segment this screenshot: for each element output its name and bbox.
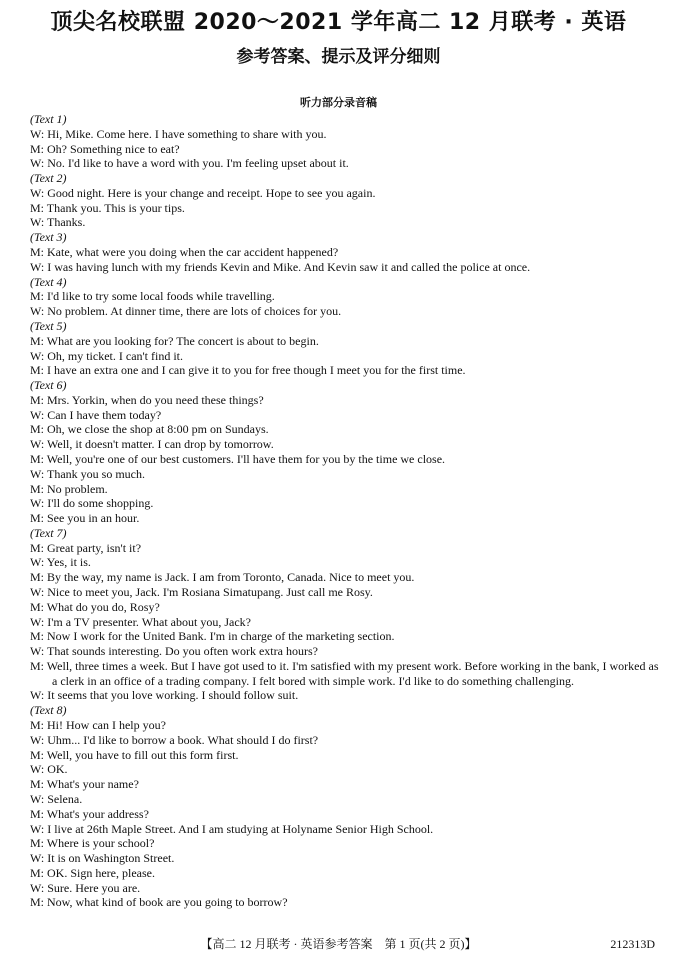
- dialogue-line: M: I have an extra one and I can give it to you for free though I meet you for the first time.: [30, 363, 466, 378]
- dialogue-line: W: I live at 26th Maple Street. And I am studying at Holyname Senior High School.: [30, 821, 434, 836]
- text-label: (Text 7): [30, 525, 67, 540]
- dialogue-line: M: Well, three times a week. But I have got used to it. I'm satisfied with my present work. Before working in the bank, I worked as a clerk in an office of a trading company. I felt bored with simple work. I'd like to do something challenging.: [30, 658, 659, 688]
- dialogue-line: M: Kate, what were you doing when the car accident happened?: [30, 245, 339, 260]
- dialogue-line: W: Can I have them today?: [30, 407, 162, 422]
- dialogue-line: M: What's your name?: [30, 777, 139, 792]
- dialogue-line: W: I'm a TV presenter. What about you, Jack?: [30, 614, 251, 629]
- dialogue-line: M: What do you do, Rosy?: [30, 599, 160, 614]
- dialogue-line: W: Selena.: [30, 791, 83, 806]
- dialogue-line: W: I'll do some shopping.: [30, 496, 154, 511]
- dialogue-line: M: What are you looking for? The concert is about to begin.: [30, 333, 319, 348]
- dialogue-line: M: Oh? Something nice to eat?: [30, 141, 180, 156]
- text-label: (Text 8): [30, 703, 67, 718]
- dialogue-line: M: What's your address?: [30, 806, 149, 821]
- dialogue-line: M: Thank you. This is your tips.: [30, 200, 185, 215]
- dialogue-line: W: Oh, my ticket. I can't find it.: [30, 348, 184, 363]
- dialogue-line: W: Thank you so much.: [30, 466, 145, 481]
- dialogue-line: M: No problem.: [30, 481, 108, 496]
- listening-transcript: [30, 112, 660, 910]
- footer-page-info: 【高二 12 月联考 · 英语参考答案 第 1 页(共 2 页)】: [200, 937, 477, 951]
- text-label: (Text 3): [30, 230, 67, 245]
- dialogue-line: W: OK.: [30, 762, 68, 777]
- dialogue-line: W: Sure. Here you are.: [30, 880, 141, 895]
- dialogue-line: W: It seems that you love working. I should follow suit.: [30, 688, 299, 703]
- text-label: (Text 5): [30, 318, 67, 333]
- text-label: (Text 6): [30, 378, 67, 393]
- dialogue-line: M: Mrs. Yorkin, when do you need these things?: [30, 392, 264, 407]
- text-label: (Text 4): [30, 274, 67, 289]
- dialogue-line: M: I'd like to try some local foods while travelling.: [30, 289, 275, 304]
- dialogue-line: W: No problem. At dinner time, there are lots of choices for you.: [30, 304, 342, 319]
- dialogue-line: M: By the way, my name is Jack. I am from Toronto, Canada. Nice to meet you.: [30, 570, 415, 585]
- dialogue-line: W: It is on Washington Street.: [30, 851, 175, 866]
- page-title: 顶尖名校联盟 2020～2021 学年高二 12 月联考 · 英语: [50, 10, 627, 35]
- dialogue-line: M: Hi! How can I help you?: [30, 718, 166, 733]
- footer-document-code: 212313D: [610, 937, 655, 951]
- dialogue-line: W: Yes, it is.: [30, 555, 91, 570]
- dialogue-line: M: OK. Sign here, please.: [30, 865, 155, 880]
- dialogue-line: W: Uhm... I'd like to borrow a book. What should I do first?: [30, 732, 319, 747]
- dialogue-line: M: Where is your school?: [30, 836, 155, 851]
- dialogue-line: M: Oh, we close the shop at 8:00 pm on Sundays.: [30, 422, 269, 437]
- page-subtitle: 参考答案、提示及评分细则: [236, 47, 441, 67]
- dialogue-line: M: Now, what kind of book are you going to borrow?: [30, 895, 288, 910]
- dialogue-line: W: Good night. Here is your change and receipt. Hope to see you again.: [30, 185, 376, 200]
- dialogue-line: W: That sounds interesting. Do you often work extra hours?: [30, 644, 318, 659]
- dialogue-line: W: I was having lunch with my friends Kevin and Mike. And Kevin saw it and called the police at once.: [30, 259, 531, 274]
- dialogue-line: M: Well, you're one of our best customers. I'll have them for you by the time we close.: [30, 451, 446, 466]
- section-title: 听力部分录音稿: [300, 96, 377, 109]
- dialogue-line: W: No. I'd like to have a word with you. I'm feeling upset about it.: [30, 156, 349, 171]
- text-label: (Text 2): [30, 171, 67, 186]
- dialogue-line: W: Thanks.: [30, 215, 86, 230]
- dialogue-line: W: Well, it doesn't matter. I can drop by tomorrow.: [30, 437, 274, 452]
- dialogue-line: W: Nice to meet you, Jack. I'm Rosiana Simatupang. Just call me Rosy.: [30, 585, 373, 599]
- dialogue-line: M: Now I work for the United Bank. I'm in charge of the marketing section.: [30, 629, 395, 644]
- dialogue-line: M: See you in an hour.: [30, 511, 140, 526]
- dialogue-line: M: Great party, isn't it?: [30, 540, 142, 555]
- dialogue-line: M: Well, you have to fill out this form first.: [30, 747, 239, 762]
- text-label: (Text 1): [30, 112, 67, 126]
- dialogue-line: W: Hi, Mike. Come here. I have something to share with you.: [30, 126, 327, 141]
